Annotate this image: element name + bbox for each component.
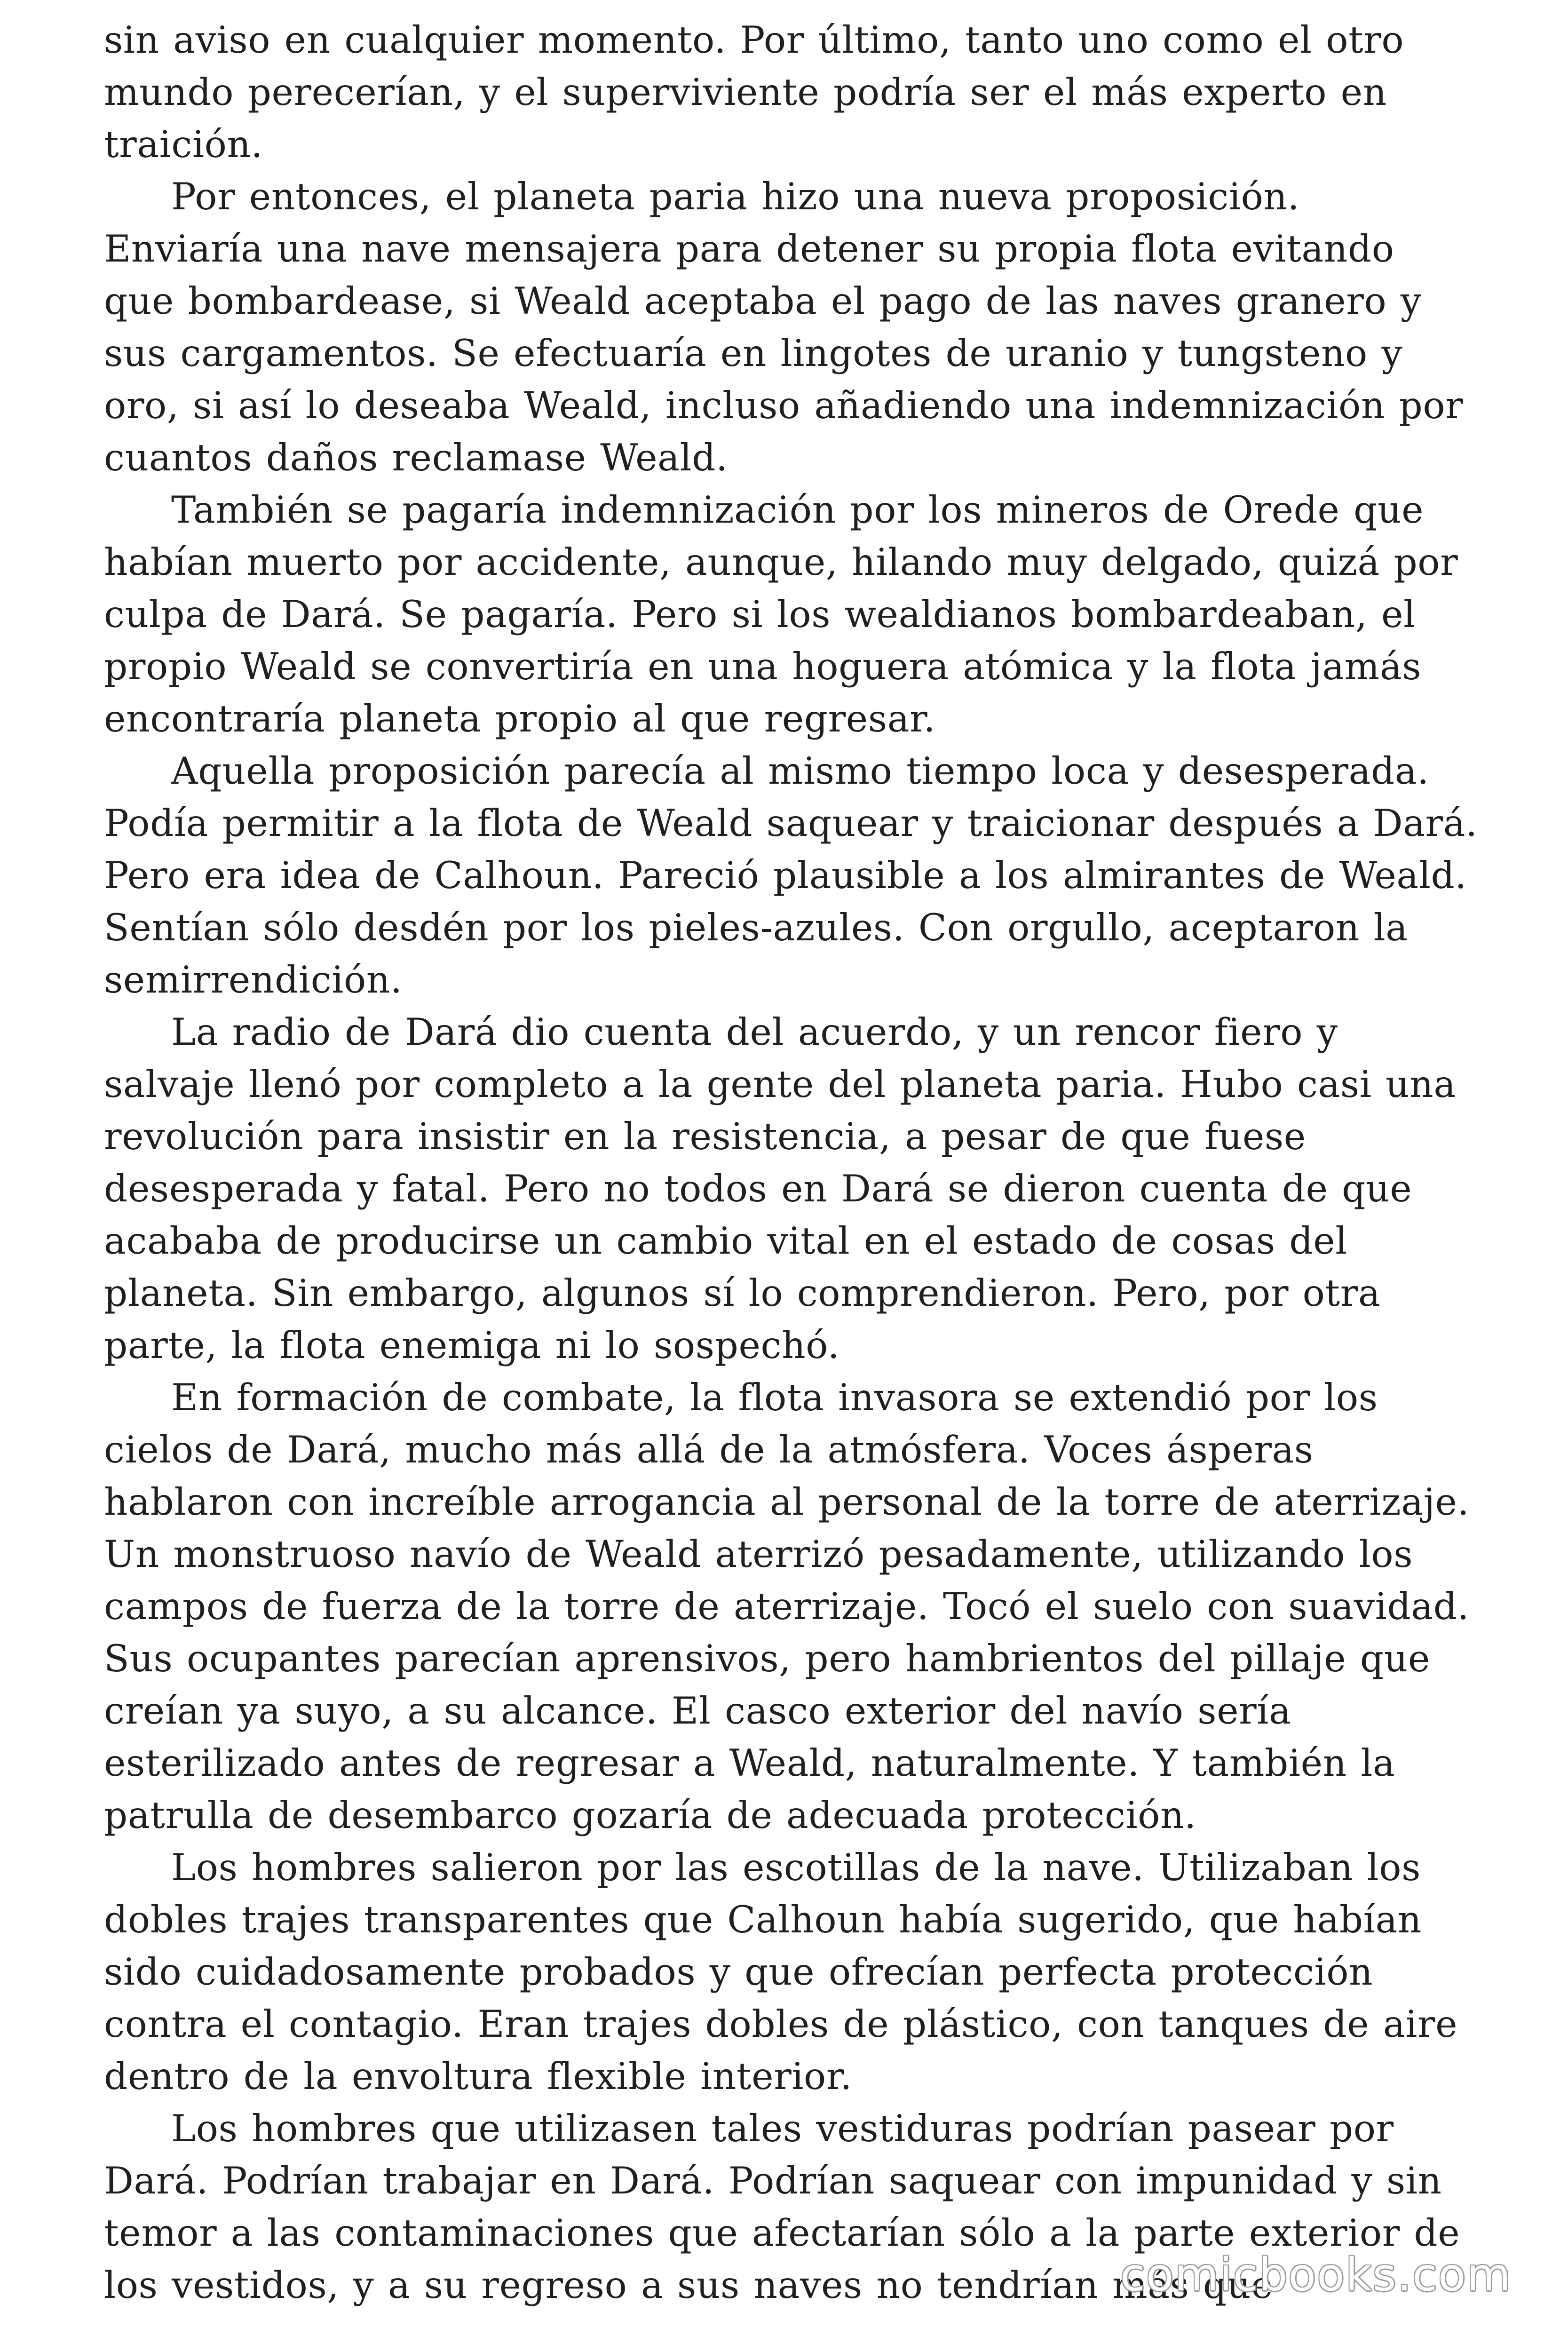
paragraph-first-line: Por entonces, el planeta paria hizo una nueva proposición. [171, 175, 1300, 218]
text-line: Un monstruoso navío de Weald aterrizó pesadamente, utilizando los [104, 1533, 1413, 1576]
paragraph-first-line: Los hombres que utilizasen tales vestiduras podrían pasear por [171, 2107, 1394, 2150]
text-line: desesperada y fatal. Pero no todos en Dará se dieron cuenta de que [104, 1167, 1412, 1210]
text-line: que bombardease, si Weald aceptaba el pago de las naves granero y [104, 279, 1422, 323]
text-line: dobles trajes transparentes que Calhoun había sugerido, que habían [104, 1898, 1422, 1941]
text-line: propio Weald se convertiría en una hoguera atómica y la flota jamás [104, 645, 1422, 688]
text-line: planeta. Sin embargo, algunos sí lo comprendieron. Pero, por otra [104, 1271, 1381, 1315]
text-line: dentro de la envoltura flexible interior. [104, 2055, 852, 2098]
text-line: contra el contagio. Eran trajes dobles de plástico, con tanques de aire [104, 2002, 1458, 2046]
text-line: salvaje llenó por completo a la gente del planeta paria. Hubo casi una [104, 1063, 1456, 1106]
watermark: comicbooks.com [1120, 2249, 1512, 2301]
text-line: sido cuidadosamente probados y que ofrecían perfecta protección [104, 1950, 1373, 1994]
text-line: revolución para insistir en la resistencia, a pesar de que fuese [104, 1115, 1306, 1158]
text-line: Pero era idea de Calhoun. Pareció plausible a los almirantes de Weald. [104, 854, 1467, 897]
text-line: sin aviso en cualquier momento. Por último, tanto uno como el otro [104, 18, 1404, 62]
text-line: los vestidos, y a su regreso a sus naves no tendrían más que [104, 2264, 1274, 2307]
text-line: temor a las contaminaciones que afectarían sólo a la parte exterior de [104, 2211, 1460, 2255]
text-line: patrulla de desembarco gozaría de adecuada protección. [104, 1794, 1196, 1837]
text-line: hablaron con increíble arrogancia al personal de la torre de aterrizaje. [104, 1480, 1470, 1524]
text-line: creían ya suyo, a su alcance. El casco exterior del navío sería [104, 1689, 1291, 1732]
book-page-text [104, 14, 1491, 2312]
text-line: sus cargamentos. Se efectuaría en lingotes de uranio y tungsteno y [104, 332, 1403, 375]
text-line: parte, la flota enemiga ni lo sospechó. [104, 1324, 840, 1367]
paragraph-first-line: Los hombres salieron por las escotillas de la nave. Utilizaban los [171, 1846, 1421, 1889]
text-line: traición. [104, 123, 263, 166]
paragraph-first-line: En formación de combate, la flota invasora se extendió por los [171, 1376, 1378, 1419]
text-line: esterilizado antes de regresar a Weald, naturalmente. Y también la [104, 1741, 1395, 1785]
text-line: oro, si así lo deseaba Weald, incluso añadiendo una indemnización por [104, 384, 1464, 427]
text-line: campos de fuerza de la torre de aterrizaje. Tocó el suelo con suavidad. [104, 1585, 1470, 1628]
text-line: habían muerto por accidente, aunque, hilando muy delgado, quizá por [104, 540, 1458, 584]
text-line: cielos de Dará, mucho más allá de la atmósfera. Voces ásperas [104, 1428, 1314, 1471]
text-line: culpa de Dará. Se pagaría. Pero si los wealdianos bombardeaban, el [104, 593, 1416, 636]
text-line: mundo perecerían, y el superviviente podría ser el más experto en [104, 71, 1387, 114]
text-line: Sus ocupantes parecían aprensivos, pero hambrientos del pillaje que [104, 1637, 1430, 1680]
paragraph-first-line: La radio de Dará dio cuenta del acuerdo, y un rencor fiero y [171, 1010, 1338, 1054]
text-line: Enviaría una nave mensajera para detener su propia flota evitando [104, 227, 1394, 270]
text-line: Dará. Podrían trabajar en Dará. Podrían saquear con impunidad y sin [104, 2159, 1442, 2202]
text-line: Podía permitir a la flota de Weald saquear y traicionar después a Dará. [104, 802, 1478, 845]
text-line: acababa de producirse un cambio vital en el estado de cosas del [104, 1219, 1347, 1263]
paragraph-first-line: Aquella proposición parecía al mismo tiempo loca y desesperada. [171, 749, 1429, 793]
paragraph-first-line: También se pagaría indemnización por los mineros de Orede que [171, 488, 1424, 532]
text-line: semirrendición. [104, 958, 403, 1001]
text-line: cuantos daños reclamase Weald. [104, 436, 728, 479]
text-line: Sentían sólo desdén por los pieles-azules. Con orgullo, aceptaron la [104, 906, 1408, 949]
text-line: encontraría planeta propio al que regresar. [104, 697, 936, 740]
